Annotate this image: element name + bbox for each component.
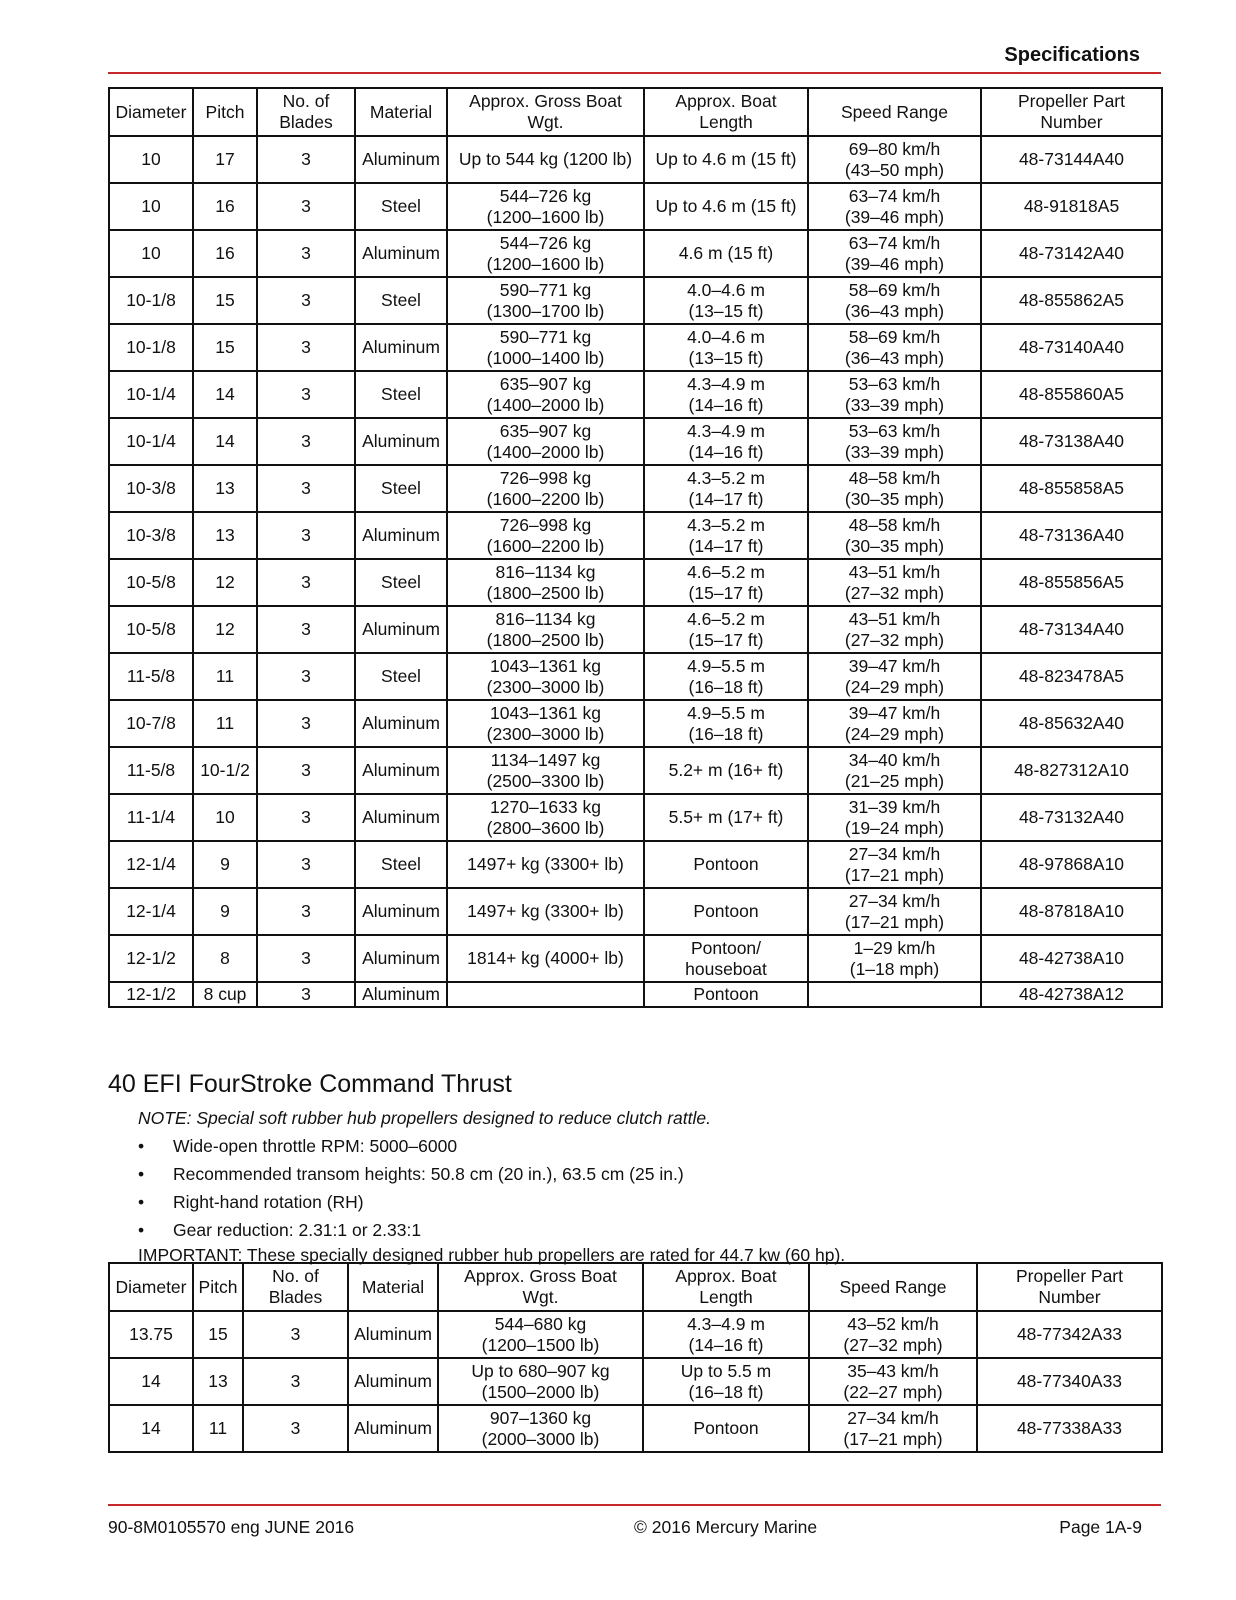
cell-part-number: 48-855862A5 (981, 277, 1162, 324)
cell-weight (447, 982, 644, 1007)
col-header-weight: Approx. Gross Boat Wgt. (447, 88, 644, 136)
cell-length: Up to 5.5 m (16–18 ft) (643, 1358, 809, 1405)
cell-length: 4.9–5.5 m (16–18 ft) (644, 700, 808, 747)
cell-blades: 3 (257, 982, 355, 1007)
cell-diameter: 10-1/8 (109, 324, 193, 371)
cell-pitch: 9 (193, 841, 257, 888)
cell-part-number: 48-73140A40 (981, 324, 1162, 371)
table-row (109, 277, 1162, 324)
cell-material: Aluminum (348, 1358, 438, 1405)
cell-diameter: 10-1/4 (109, 371, 193, 418)
cell-speed: 53–63 km/h (33–39 mph) (808, 371, 981, 418)
cell-weight: 1134–1497 kg (2500–3300 lb) (447, 747, 644, 794)
propeller-table-2 (108, 1262, 1163, 1453)
cell-weight: 544–726 kg (1200–1600 lb) (447, 230, 644, 277)
cell-weight: 635–907 kg (1400–2000 lb) (447, 371, 644, 418)
cell-length: 4.0–4.6 m (13–15 ft) (644, 277, 808, 324)
cell-part-number: 48-73138A40 (981, 418, 1162, 465)
cell-length: Up to 4.6 m (15 ft) (644, 183, 808, 230)
col-header-pitch: Pitch (193, 1263, 243, 1311)
cell-diameter: 12-1/2 (109, 982, 193, 1007)
cell-blades: 3 (243, 1358, 348, 1405)
cell-material: Aluminum (355, 512, 447, 559)
cell-part-number: 48-823478A5 (981, 653, 1162, 700)
cell-length: 4.3–5.2 m (14–17 ft) (644, 465, 808, 512)
cell-pitch: 12 (193, 606, 257, 653)
cell-speed: 39–47 km/h (24–29 mph) (808, 653, 981, 700)
cell-blades: 3 (257, 277, 355, 324)
cell-speed (808, 982, 981, 1007)
cell-pitch: 9 (193, 888, 257, 935)
cell-weight: 544–726 kg (1200–1600 lb) (447, 183, 644, 230)
cell-material: Steel (355, 183, 447, 230)
cell-speed: 58–69 km/h (36–43 mph) (808, 277, 981, 324)
cell-part-number: 48-42738A10 (981, 935, 1162, 982)
cell-speed: 58–69 km/h (36–43 mph) (808, 324, 981, 371)
col-header-diameter: Diameter (109, 88, 193, 136)
cell-speed: 43–51 km/h (27–32 mph) (808, 559, 981, 606)
cell-length: Pontoon (644, 841, 808, 888)
col-header-length: Approx. Boat Length (644, 88, 808, 136)
cell-blades: 3 (257, 418, 355, 465)
table-row (109, 935, 1162, 982)
cell-blades: 3 (257, 606, 355, 653)
cell-diameter: 10-1/8 (109, 277, 193, 324)
cell-pitch: 11 (193, 653, 257, 700)
table-header-row (109, 1263, 1162, 1311)
cell-diameter: 10-7/8 (109, 700, 193, 747)
cell-diameter: 11-5/8 (109, 747, 193, 794)
cell-speed: 63–74 km/h (39–46 mph) (808, 183, 981, 230)
cell-pitch: 13 (193, 465, 257, 512)
cell-blades: 3 (243, 1405, 348, 1452)
cell-material: Steel (355, 465, 447, 512)
col-header-material: Material (355, 88, 447, 136)
cell-blades: 3 (257, 841, 355, 888)
cell-speed: 39–47 km/h (24–29 mph) (808, 700, 981, 747)
cell-part-number: 48-91818A5 (981, 183, 1162, 230)
col-header-blades: No. of Blades (257, 88, 355, 136)
cell-diameter: 10 (109, 230, 193, 277)
list-item: • Recommended transom heights: 50.8 cm (20 in.), 63.5 cm (25 in.) (138, 1160, 684, 1188)
footer-doc-number: 90-8M0105570 eng JUNE 2016 (108, 1517, 355, 1537)
col-header-speed: Speed Range (809, 1263, 977, 1311)
cell-weight: 590–771 kg (1300–1700 lb) (447, 277, 644, 324)
spec-bullet-list (138, 1132, 684, 1244)
cell-pitch: 15 (193, 324, 257, 371)
cell-weight: 1043–1361 kg (2300–3000 lb) (447, 700, 644, 747)
table-row (109, 1311, 1162, 1358)
cell-speed: 35–43 km/h (22–27 mph) (809, 1358, 977, 1405)
cell-material: Aluminum (355, 888, 447, 935)
cell-diameter: 12-1/2 (109, 935, 193, 982)
col-header-weight: Approx. Gross Boat Wgt. (438, 1263, 643, 1311)
table-row (109, 418, 1162, 465)
cell-diameter: 10-5/8 (109, 559, 193, 606)
important-notice: IMPORTANT: These specially designed rubber hub propellers are rated for 44.7 kw (60 hp). (138, 1245, 846, 1265)
cell-material: Aluminum (348, 1311, 438, 1358)
cell-material: Aluminum (355, 982, 447, 1007)
table-row (109, 606, 1162, 653)
cell-weight: 907–1360 kg (2000–3000 lb) (438, 1405, 643, 1452)
cell-blades: 3 (257, 935, 355, 982)
table-row (109, 230, 1162, 277)
footer-rule (108, 1504, 1161, 1506)
col-header-blades: No. of Blades (243, 1263, 348, 1311)
cell-pitch: 12 (193, 559, 257, 606)
cell-material: Aluminum (355, 136, 447, 183)
cell-material: Aluminum (355, 606, 447, 653)
table-1-body (109, 136, 1162, 1007)
cell-weight: 1270–1633 kg (2800–3600 lb) (447, 794, 644, 841)
cell-blades: 3 (257, 136, 355, 183)
table-row (109, 465, 1162, 512)
cell-blades: 3 (257, 653, 355, 700)
cell-blades: 3 (257, 700, 355, 747)
cell-speed: 69–80 km/h (43–50 mph) (808, 136, 981, 183)
cell-material: Steel (355, 653, 447, 700)
col-header-diameter: Diameter (109, 1263, 193, 1311)
cell-material: Aluminum (355, 418, 447, 465)
cell-part-number: 48-77342A33 (977, 1311, 1162, 1358)
table-row (109, 559, 1162, 606)
header-rule (108, 72, 1161, 74)
cell-length: 5.2+ m (16+ ft) (644, 747, 808, 794)
table-header-row (109, 88, 1162, 136)
table-row (109, 1358, 1162, 1405)
cell-part-number: 48-855856A5 (981, 559, 1162, 606)
cell-part-number: 48-73136A40 (981, 512, 1162, 559)
cell-pitch: 8 (193, 935, 257, 982)
cell-length: 4.9–5.5 m (16–18 ft) (644, 653, 808, 700)
cell-weight: 1043–1361 kg (2300–3000 lb) (447, 653, 644, 700)
table-row (109, 794, 1162, 841)
cell-pitch: 15 (193, 1311, 243, 1358)
col-header-part-number: Propeller Part Number (981, 88, 1162, 136)
cell-pitch: 16 (193, 183, 257, 230)
cell-speed: 53–63 km/h (33–39 mph) (808, 418, 981, 465)
table-row (109, 653, 1162, 700)
table-row (109, 747, 1162, 794)
cell-weight: 1497+ kg (3300+ lb) (447, 888, 644, 935)
cell-diameter: 14 (109, 1358, 193, 1405)
table-row (109, 512, 1162, 559)
cell-speed: 1–29 km/h (1–18 mph) (808, 935, 981, 982)
cell-part-number: 48-73134A40 (981, 606, 1162, 653)
cell-diameter: 13.75 (109, 1311, 193, 1358)
cell-part-number: 48-85632A40 (981, 700, 1162, 747)
cell-blades: 3 (257, 794, 355, 841)
cell-part-number: 48-42738A12 (981, 982, 1162, 1007)
cell-diameter: 10-3/8 (109, 465, 193, 512)
cell-part-number: 48-77340A33 (977, 1358, 1162, 1405)
list-item: • Wide-open throttle RPM: 5000–6000 (138, 1132, 684, 1160)
cell-length: 4.0–4.6 m (13–15 ft) (644, 324, 808, 371)
list-item: • Gear reduction: 2.31:1 or 2.33:1 (138, 1216, 684, 1244)
cell-pitch: 15 (193, 277, 257, 324)
cell-length: 4.6 m (15 ft) (644, 230, 808, 277)
cell-length: Pontoon (643, 1405, 809, 1452)
cell-material: Aluminum (355, 794, 447, 841)
cell-material: Steel (355, 841, 447, 888)
cell-speed: 48–58 km/h (30–35 mph) (808, 512, 981, 559)
cell-speed: 48–58 km/h (30–35 mph) (808, 465, 981, 512)
cell-length: 4.3–4.9 m (14–16 ft) (643, 1311, 809, 1358)
note (138, 1108, 711, 1129)
cell-speed: 43–51 km/h (27–32 mph) (808, 606, 981, 653)
cell-speed: 31–39 km/h (19–24 mph) (808, 794, 981, 841)
cell-weight: Up to 544 kg (1200 lb) (447, 136, 644, 183)
cell-blades: 3 (257, 888, 355, 935)
cell-part-number: 48-73132A40 (981, 794, 1162, 841)
cell-speed: 34–40 km/h (21–25 mph) (808, 747, 981, 794)
cell-blades: 3 (257, 230, 355, 277)
col-header-part-number: Propeller Part Number (977, 1263, 1162, 1311)
cell-pitch: 13 (193, 512, 257, 559)
cell-blades: 3 (257, 183, 355, 230)
cell-blades: 3 (243, 1311, 348, 1358)
cell-part-number: 48-97868A10 (981, 841, 1162, 888)
cell-blades: 3 (257, 512, 355, 559)
table-row (109, 324, 1162, 371)
cell-length: 4.3–4.9 m (14–16 ft) (644, 371, 808, 418)
table-row (109, 700, 1162, 747)
propeller-table-1 (108, 87, 1163, 1008)
cell-diameter: 10-3/8 (109, 512, 193, 559)
cell-length: 4.3–4.9 m (14–16 ft) (644, 418, 808, 465)
cell-material: Aluminum (355, 935, 447, 982)
table-row (109, 183, 1162, 230)
cell-part-number: 48-73142A40 (981, 230, 1162, 277)
table-2-body (109, 1311, 1162, 1452)
cell-diameter: 10 (109, 183, 193, 230)
note-text: Special soft rubber hub propellers designed to reduce clutch rattle. (191, 1108, 711, 1128)
cell-blades: 3 (257, 371, 355, 418)
cell-diameter: 10-1/4 (109, 418, 193, 465)
table-row (109, 1405, 1162, 1452)
cell-speed: 63–74 km/h (39–46 mph) (808, 230, 981, 277)
cell-material: Aluminum (355, 230, 447, 277)
table-row (109, 136, 1162, 183)
cell-pitch: 14 (193, 418, 257, 465)
col-header-pitch: Pitch (193, 88, 257, 136)
cell-material: Aluminum (355, 747, 447, 794)
cell-material: Aluminum (355, 324, 447, 371)
col-header-speed: Speed Range (808, 88, 981, 136)
cell-weight: Up to 680–907 kg (1500–2000 lb) (438, 1358, 643, 1405)
col-header-length: Approx. Boat Length (643, 1263, 809, 1311)
cell-part-number: 48-855858A5 (981, 465, 1162, 512)
cell-pitch: 13 (193, 1358, 243, 1405)
cell-length: Up to 4.6 m (15 ft) (644, 136, 808, 183)
cell-weight: 726–998 kg (1600–2200 lb) (447, 512, 644, 559)
table-row (109, 841, 1162, 888)
header-title: Specifications (1004, 44, 1140, 66)
cell-length: Pontoon (644, 982, 808, 1007)
cell-weight: 635–907 kg (1400–2000 lb) (447, 418, 644, 465)
cell-speed: 27–34 km/h (17–21 mph) (809, 1405, 977, 1452)
col-header-material: Material (348, 1263, 438, 1311)
cell-diameter: 12-1/4 (109, 888, 193, 935)
cell-part-number: 48-77338A33 (977, 1405, 1162, 1452)
table-row (109, 982, 1162, 1007)
cell-pitch: 10 (193, 794, 257, 841)
cell-pitch: 11 (193, 700, 257, 747)
footer-copyright: © 2016 Mercury Marine (634, 1517, 818, 1537)
cell-speed: 43–52 km/h (27–32 mph) (809, 1311, 977, 1358)
cell-weight: 590–771 kg (1000–1400 lb) (447, 324, 644, 371)
cell-diameter: 10-5/8 (109, 606, 193, 653)
cell-weight: 1497+ kg (3300+ lb) (447, 841, 644, 888)
cell-weight: 1814+ kg (4000+ lb) (447, 935, 644, 982)
cell-part-number: 48-855860A5 (981, 371, 1162, 418)
cell-diameter: 12-1/4 (109, 841, 193, 888)
cell-material: Steel (355, 277, 447, 324)
table-row (109, 888, 1162, 935)
cell-blades: 3 (257, 324, 355, 371)
list-item: • Right-hand rotation (RH) (138, 1188, 684, 1216)
cell-blades: 3 (257, 559, 355, 606)
cell-pitch: 17 (193, 136, 257, 183)
cell-pitch: 14 (193, 371, 257, 418)
cell-weight: 816–1134 kg (1800–2500 lb) (447, 559, 644, 606)
cell-speed: 27–34 km/h (17–21 mph) (808, 888, 981, 935)
cell-length: 4.3–5.2 m (14–17 ft) (644, 512, 808, 559)
footer-page-number: Page 1A-9 (1059, 1517, 1142, 1537)
cell-diameter: 14 (109, 1405, 193, 1452)
cell-weight: 816–1134 kg (1800–2500 lb) (447, 606, 644, 653)
cell-speed: 27–34 km/h (17–21 mph) (808, 841, 981, 888)
cell-weight: 726–998 kg (1600–2200 lb) (447, 465, 644, 512)
note-label: NOTE: (138, 1108, 192, 1128)
cell-blades: 3 (257, 465, 355, 512)
cell-length: Pontoon (644, 888, 808, 935)
table-row (109, 371, 1162, 418)
cell-diameter: 10 (109, 136, 193, 183)
cell-pitch: 16 (193, 230, 257, 277)
cell-part-number: 48-87818A10 (981, 888, 1162, 935)
cell-material: Steel (355, 559, 447, 606)
cell-length: 4.6–5.2 m (15–17 ft) (644, 606, 808, 653)
cell-pitch: 8 cup (193, 982, 257, 1007)
cell-weight: 544–680 kg (1200–1500 lb) (438, 1311, 643, 1358)
section-title: 40 EFI FourStroke Command Thrust (108, 1070, 512, 1098)
cell-length: 4.6–5.2 m (15–17 ft) (644, 559, 808, 606)
cell-pitch: 10-1/2 (193, 747, 257, 794)
cell-length: Pontoon/ houseboat (644, 935, 808, 982)
cell-part-number: 48-73144A40 (981, 136, 1162, 183)
cell-blades: 3 (257, 747, 355, 794)
cell-pitch: 11 (193, 1405, 243, 1452)
cell-diameter: 11-5/8 (109, 653, 193, 700)
cell-part-number: 48-827312A10 (981, 747, 1162, 794)
cell-diameter: 11-1/4 (109, 794, 193, 841)
cell-material: Aluminum (355, 700, 447, 747)
cell-material: Steel (355, 371, 447, 418)
cell-material: Aluminum (348, 1405, 438, 1452)
cell-length: 5.5+ m (17+ ft) (644, 794, 808, 841)
